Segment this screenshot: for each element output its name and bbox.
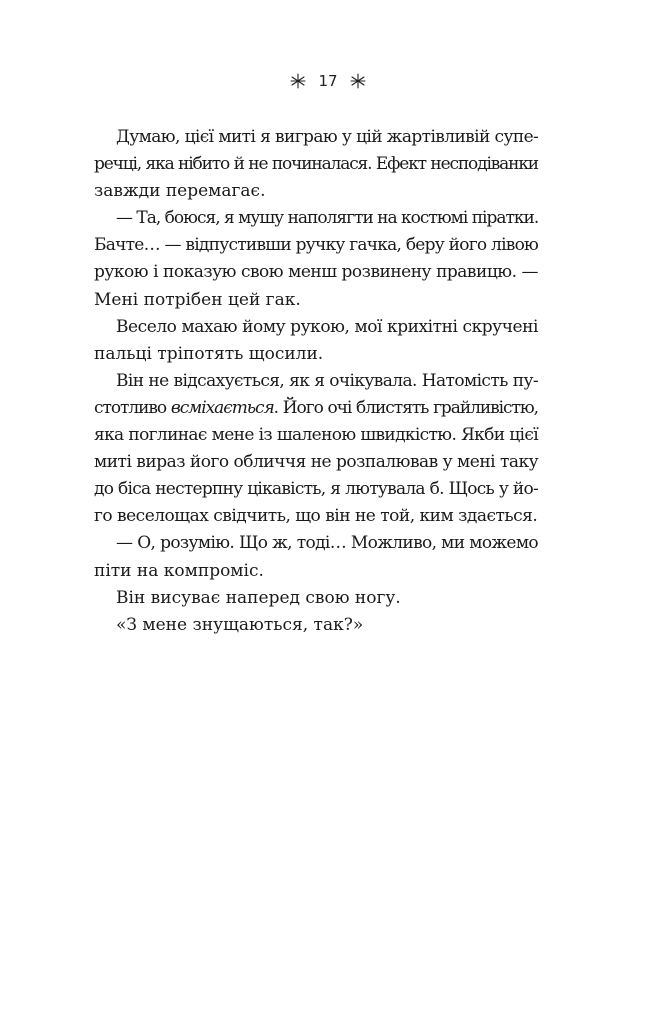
text-line: «З мене знущаються, так?»: [116, 614, 364, 635]
text-line: миті вираз його обличчя не розпалював у мені таку: [94, 452, 539, 473]
text-line: го веселощах свідчить, що він не той, ким здається.: [94, 506, 538, 527]
italic-word: всміхається: [170, 397, 274, 418]
asterisk-ornament-icon: [350, 73, 366, 89]
asterisk-ornament-icon: [290, 73, 306, 89]
body-text: [94, 124, 538, 639]
text-line: [94, 395, 538, 422]
text-line: пальці тріпотять щосили.: [94, 343, 324, 364]
text-line: — О, розумію. Що ж, тоді… Можливо, ми можемо: [116, 533, 538, 554]
text-line: Мені потрібен цей гак.: [94, 289, 301, 310]
text-line: Бачте… — відпустивши ручку гачка, беру його лівою: [94, 235, 539, 256]
text-line: яка поглинає мене із шаленою швидкістю. Якби цієї: [94, 425, 538, 446]
text-line: піти на компроміс.: [94, 560, 264, 581]
text-line: Думаю, цієї миті я виграю у цій жартівливій супе-: [116, 127, 539, 147]
text-fragment: . Його очі блистять грайливістю,: [273, 397, 538, 418]
page-header: [0, 72, 656, 90]
text-line: Весело махаю йому рукою, мої крихітні скручені: [116, 316, 538, 337]
text-line: до біса нестерпну цікавість, я лютувала б. Щось у йо-: [94, 479, 538, 500]
text-line: речці, яка нібито й не починалася. Ефект несподіванки: [94, 154, 538, 175]
text-line: Він висуває наперед свою ногу.: [116, 587, 401, 608]
text-line: Він не відсахується, як я очікувала. Натомість пу-: [116, 370, 538, 391]
text-line: — Та, боюся, я мушу наполягти на костюмі піратки.: [116, 208, 539, 229]
page-number: 17: [318, 72, 338, 90]
text-fragment: стотливо: [94, 397, 171, 418]
text-line: завжди перемагає.: [94, 181, 266, 202]
text-line: рукою і показую свою менш розвинену правицю. —: [94, 262, 538, 283]
